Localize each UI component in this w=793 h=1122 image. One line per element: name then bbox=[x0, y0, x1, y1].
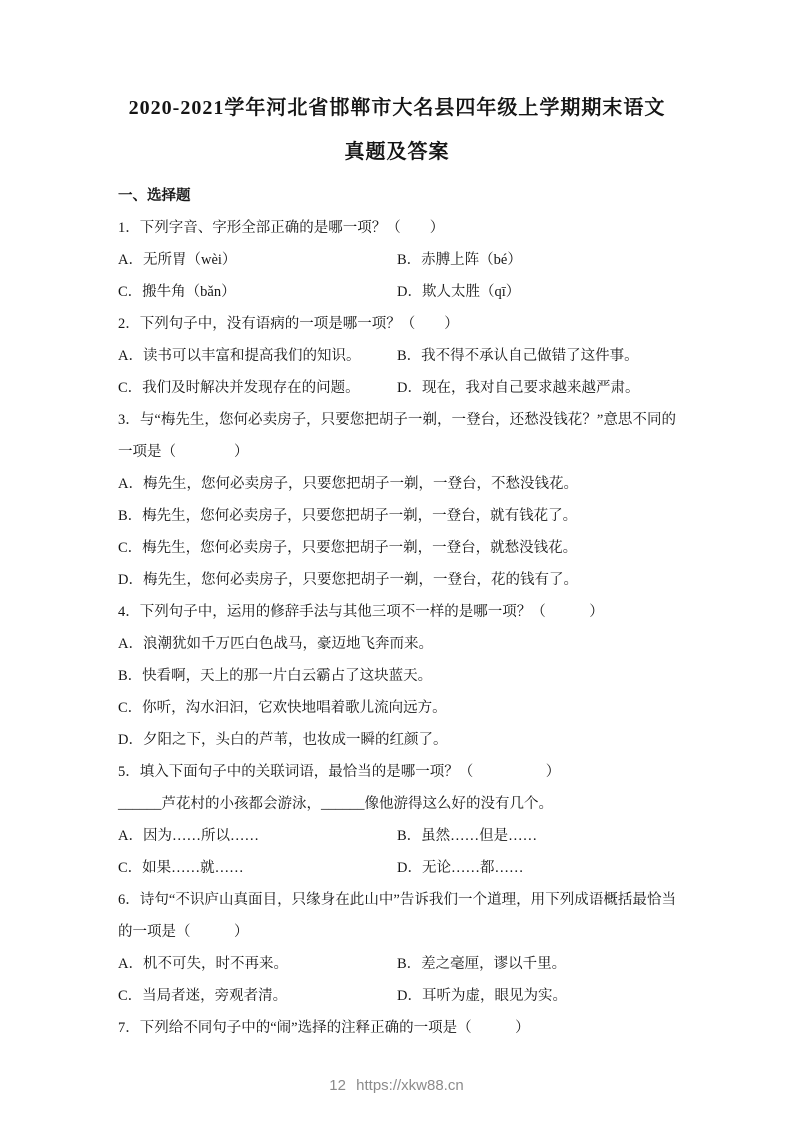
option: A．读书可以丰富和提高我们的知识。 bbox=[118, 348, 361, 364]
option: B．我不得不承认自己做错了这件事。 bbox=[397, 348, 639, 364]
option: A．浪潮犹如千万匹白色战马，豪迈地飞奔而来。 bbox=[118, 636, 433, 652]
option: B．梅先生，您何必卖房子，只要您把胡子一剃，一登台，就有钱花了。 bbox=[118, 508, 578, 524]
option-row bbox=[118, 852, 676, 884]
document-page bbox=[118, 0, 676, 1044]
option: B．快看啊，天上的那一片白云霸占了这块蓝天。 bbox=[118, 668, 433, 684]
section-header: 一、选择题 bbox=[118, 188, 191, 204]
option: D．无论……都…… bbox=[397, 860, 524, 876]
option: C．如果……就…… bbox=[118, 860, 244, 876]
option: D．梅先生，您何必卖房子，只要您把胡子一剃，一登台，花的钱有了。 bbox=[118, 572, 578, 588]
option: D．现在，我对自己要求越来越严肃。 bbox=[397, 380, 640, 396]
option-row bbox=[118, 820, 676, 852]
option: C．你听，沟水汩汩，它欢快地唱着歌儿流向远方。 bbox=[118, 700, 447, 716]
option: C．我们及时解决并发现存在的问题。 bbox=[118, 380, 360, 396]
option: B．虽然……但是…… bbox=[397, 828, 538, 844]
option: A．机不可失，时不再来。 bbox=[118, 956, 288, 972]
option: A．因为……所以…… bbox=[118, 828, 259, 844]
question-stem: 5．填入下面句子中的关联词语，最恰当的是哪一项？（ ） bbox=[118, 764, 561, 780]
question-stem: 1．下列字音、字形全部正确的是哪一项？（ ） bbox=[118, 220, 445, 236]
question bbox=[118, 308, 676, 404]
footer-url: https://xkw88.cn bbox=[356, 1077, 464, 1094]
option: A．无所胃（wèi） bbox=[118, 252, 237, 268]
option: B．差之毫厘，谬以千里。 bbox=[397, 956, 567, 972]
question bbox=[118, 404, 676, 596]
option: C．梅先生，您何必卖房子，只要您把胡子一剃，一登台，就愁没钱花。 bbox=[118, 540, 578, 556]
page-number: 12 bbox=[329, 1077, 346, 1094]
question-stem: 4．下列句子中，运用的修辞手法与其他三项不一样的是哪一项？（ ） bbox=[118, 604, 604, 620]
question-stem: 7．下列给不同句子中的“闹”选择的注释正确的一项是（ ） bbox=[118, 1020, 530, 1036]
document-title-line2: 真题及答案 bbox=[344, 141, 450, 163]
document-title-line1: 2020-2021学年河北省邯郸市大名县四年级上学期期末语文 bbox=[128, 97, 666, 119]
question-stem: 6．诗句“不识庐山真面目，只缘身在此山中”告诉我们一个道理，用下列成语概括最恰当的一项是（ ） bbox=[118, 892, 676, 940]
questions bbox=[118, 212, 676, 1044]
option: D．欺人太胜（qī） bbox=[397, 284, 521, 300]
option-row bbox=[118, 244, 676, 276]
question bbox=[118, 1012, 676, 1044]
question-fill-blank-line: ______芦花村的小孩都会游泳，______像他游得这么好的没有几个。 bbox=[118, 796, 553, 812]
question bbox=[118, 756, 676, 884]
option: A．梅先生，您何必卖房子，只要您把胡子一剃，一登台，不愁没钱花。 bbox=[118, 476, 578, 492]
page-footer bbox=[0, 1077, 793, 1094]
option-row bbox=[118, 980, 676, 1012]
option: C．当局者迷，旁观者清。 bbox=[118, 988, 288, 1004]
option: D．夕阳之下，头白的芦苇，也妆成一瞬的红颜了。 bbox=[118, 732, 448, 748]
option: C．搬牛角（bǎn） bbox=[118, 284, 236, 300]
option-row bbox=[118, 948, 676, 980]
option: D．耳听为虚，眼见为实。 bbox=[397, 988, 567, 1004]
question bbox=[118, 884, 676, 1012]
question-stem: 2．下列句子中，没有语病的一项是哪一项？（ ） bbox=[118, 316, 459, 332]
question bbox=[118, 212, 676, 308]
document-title bbox=[118, 86, 676, 174]
question-stem: 3．与“梅先生，您何必卖房子，只要您把胡子一剃，一登台，还愁没钱花？”意思不同的一项是（ ） bbox=[118, 412, 676, 460]
question bbox=[118, 596, 676, 756]
option: B．赤膊上阵（bé） bbox=[397, 252, 522, 268]
option-row bbox=[118, 276, 676, 308]
option-row bbox=[118, 372, 676, 404]
option-row bbox=[118, 340, 676, 372]
